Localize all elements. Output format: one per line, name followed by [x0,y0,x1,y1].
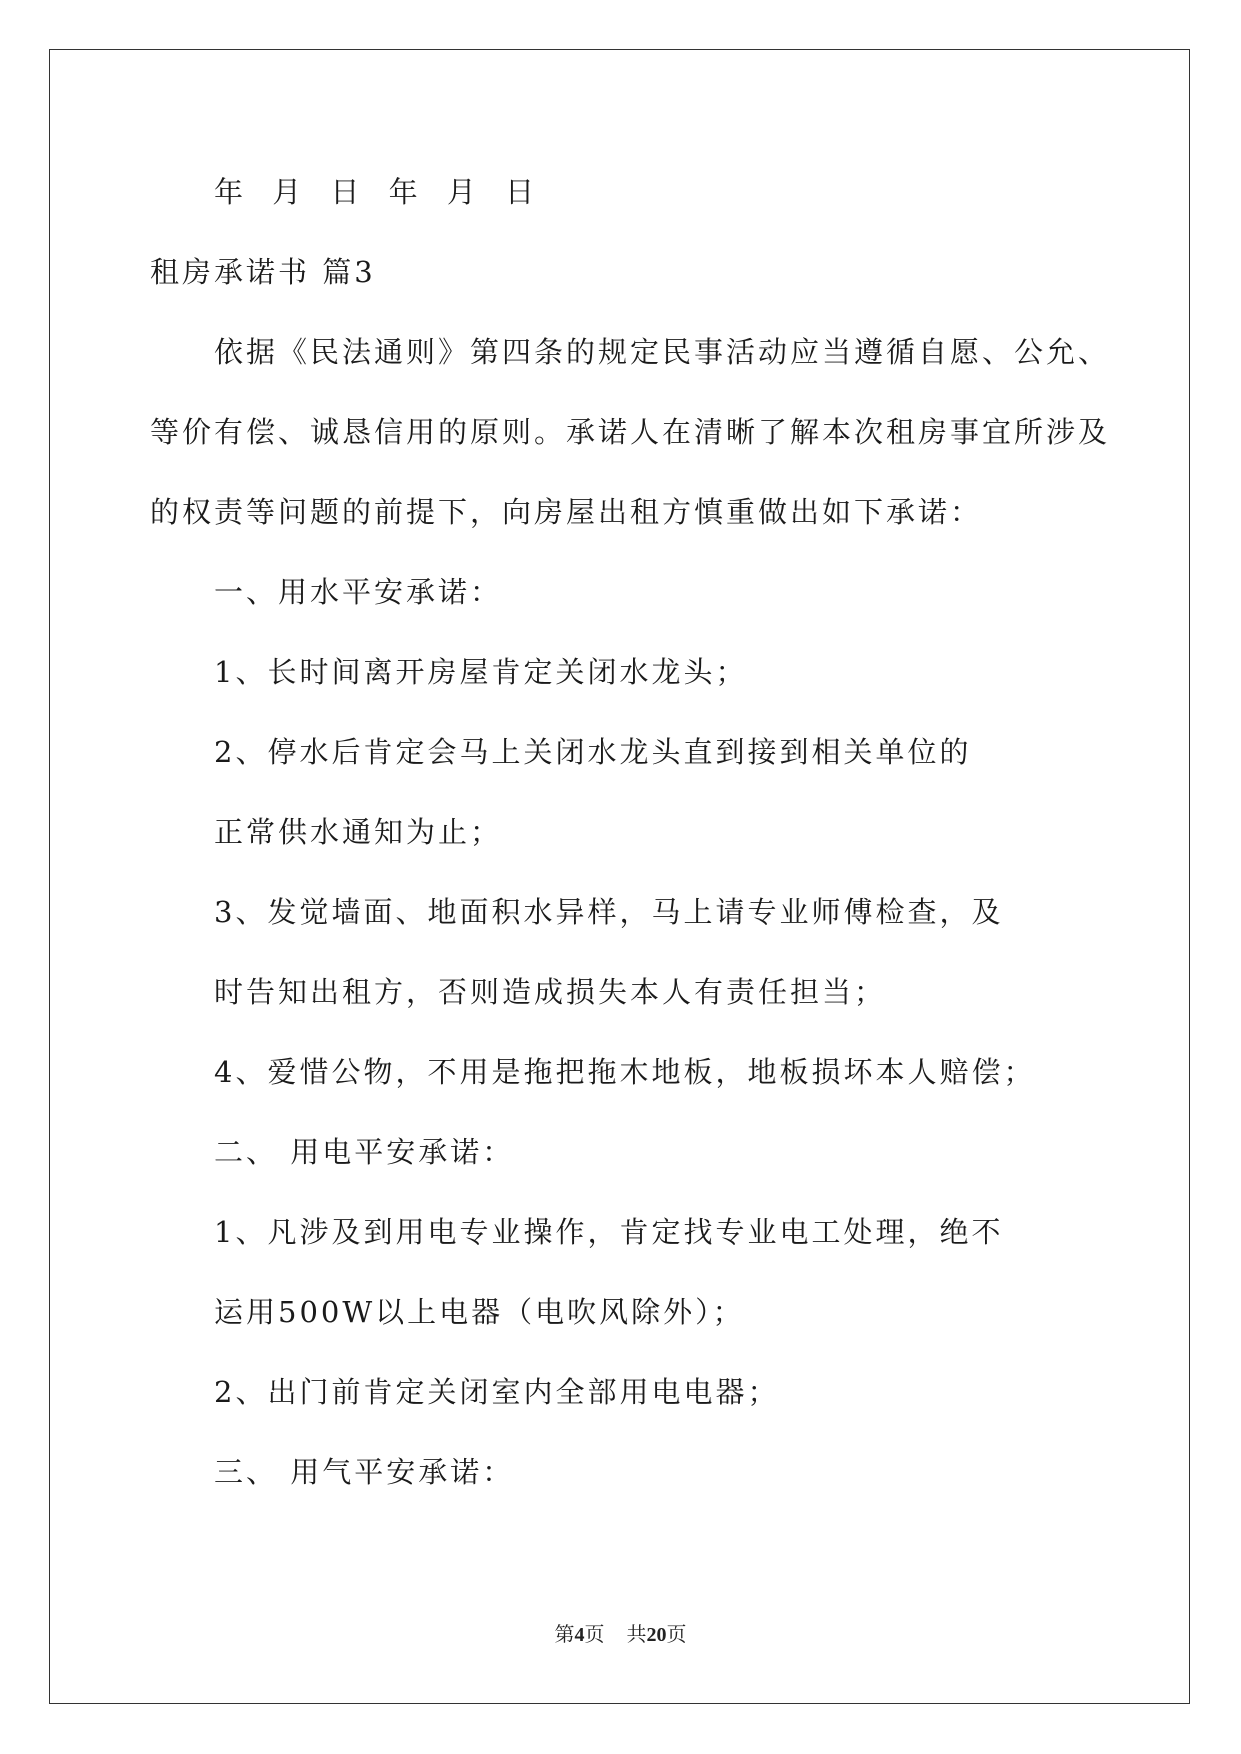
list-item: 4、爱惜公物，不用是拖把拖木地板，地板损坏本人赔偿； [214,1055,1036,1089]
subsection-heading: 三、 用气平安承诺： [214,1455,515,1489]
total-suffix: 页 [666,1624,687,1646]
list-item: 1、凡涉及到用电专业操作，肯定找专业电工处理，绝不 [214,1215,1004,1249]
date-line: 年 月 日 年 月 日 [214,175,538,209]
list-item: 2、出门前肯定关闭室内全部用电电器； [214,1375,780,1409]
paragraph-line: 的权责等问题的前提下，向房屋出租方慎重做出如下承诺： [150,495,983,529]
page-prefix: 第 [554,1624,575,1646]
page-suffix: 页 [584,1624,605,1646]
list-item-continuation: 运用500W以上电器（电吹风除外）； [214,1295,745,1329]
total-pages: 20 [646,1624,667,1646]
list-item: 2、停水后肯定会马上关闭水龙头直到接到相关单位的 [214,735,972,769]
subsection-heading: 一、用水平安承诺： [214,575,503,609]
list-item: 3、发觉墙面、地面积水异样，马上请专业师傅检查，及 [214,895,1004,929]
list-item-continuation: 时告知出租方，否则造成损失本人有责任担当； [214,975,887,1009]
subsection-heading: 二、 用电平安承诺： [214,1135,515,1169]
page-footer [0,1622,1241,1648]
list-item: 1、长时间离开房屋肯定关闭水龙头； [214,655,748,689]
page-number: 4 [574,1624,585,1646]
paragraph-line: 依据《民法通则》第四条的规定民事活动应当遵循自愿、公允、 [214,335,1111,369]
section-heading: 租房承诺书 篇3 [150,255,376,289]
total-prefix: 共 [626,1624,647,1646]
list-item-continuation: 正常供水通知为止； [214,815,503,849]
paragraph-line: 等价有偿、诚恳信用的原则。承诺人在清晰了解本次租房事宜所涉及 [150,415,1111,449]
